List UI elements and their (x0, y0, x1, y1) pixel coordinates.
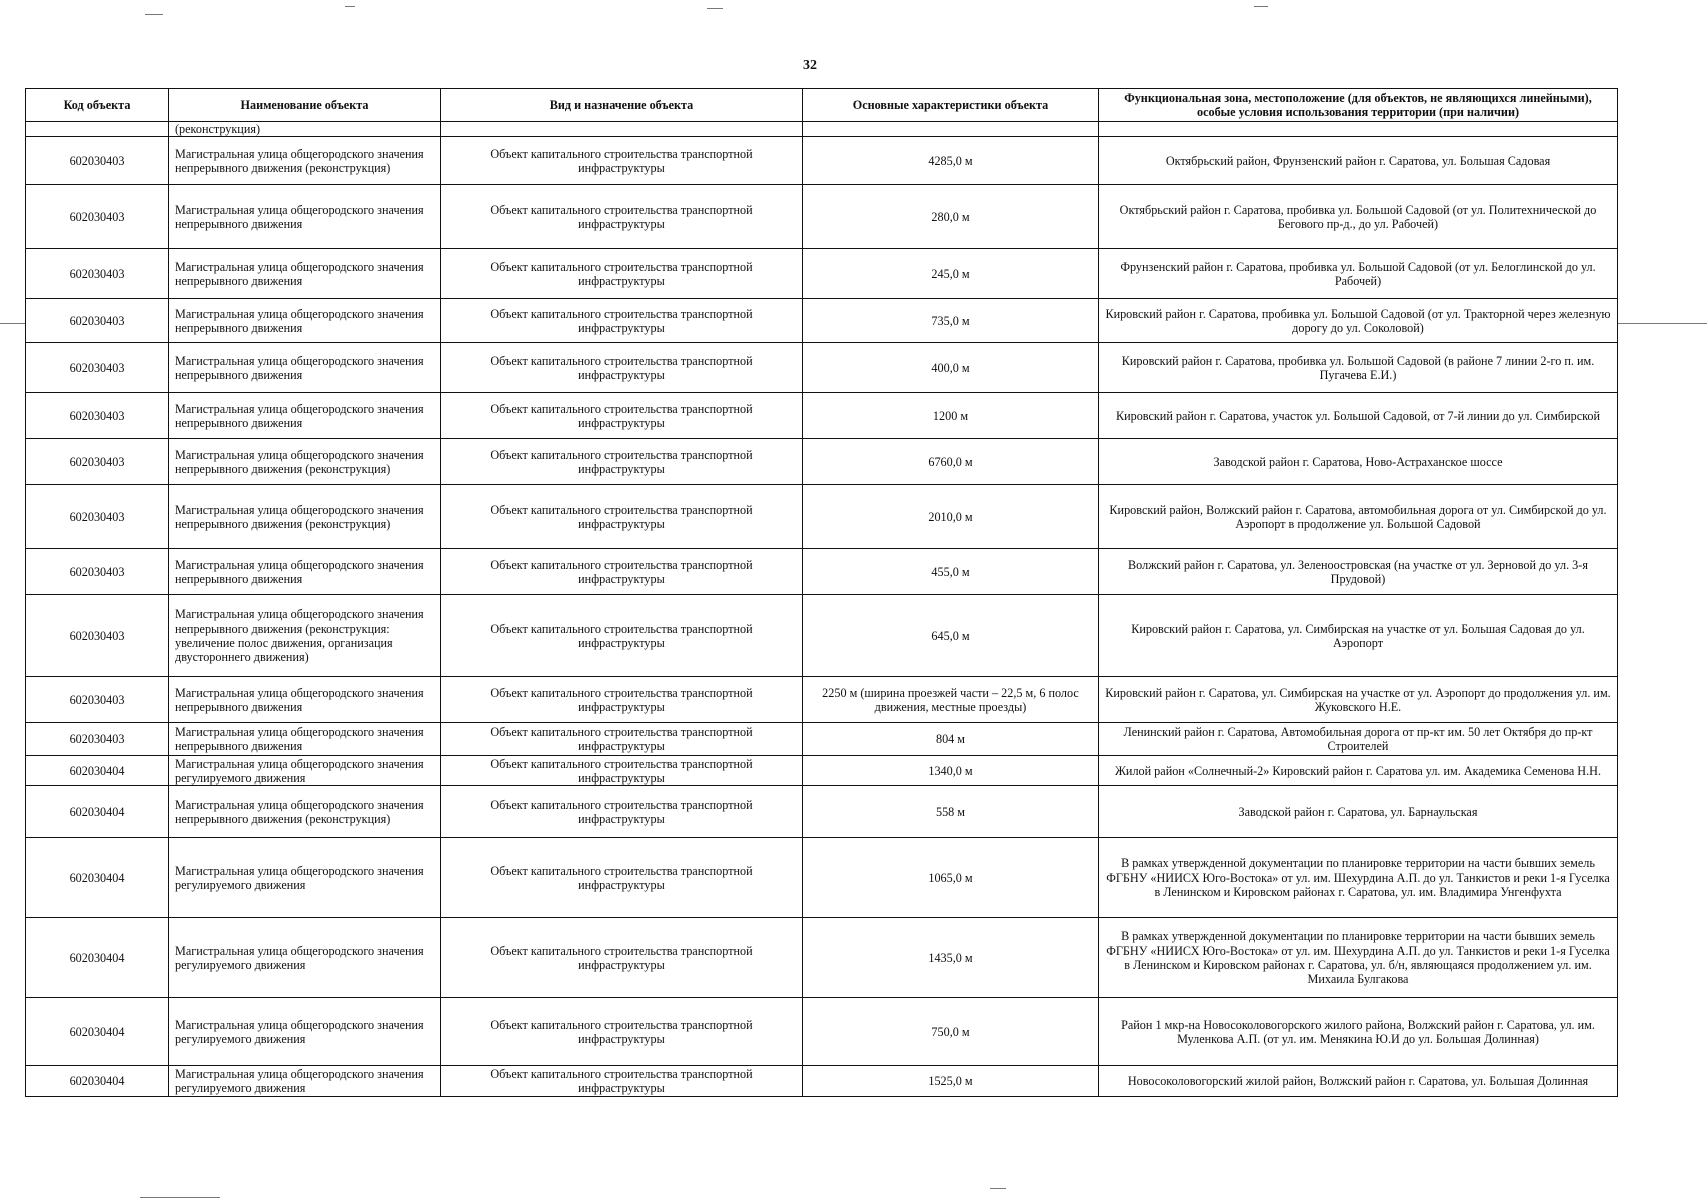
cell-characteristics: 1340,0 м (803, 756, 1099, 786)
cell-name: Магистральная улица общегородского значения непрерывного движения (169, 549, 441, 595)
cell-code: 602030403 (26, 677, 169, 723)
scan-mark (345, 6, 355, 7)
cell-location (1099, 122, 1618, 137)
header-type: Вид и назначение объекта (441, 89, 803, 122)
cell-location: Кировский район г. Саратова, пробивка ул. Большой Садовой (от ул. Тракторной через железную дорогу до ул. Соколовой) (1099, 299, 1618, 343)
cell-type: Объект капитального строительства транспортной инфраструктуры (441, 343, 803, 393)
cell-type: Объект капитального строительства транспортной инфраструктуры (441, 756, 803, 786)
cell-type: Объект капитального строительства транспортной инфраструктуры (441, 249, 803, 299)
scan-mark (1254, 6, 1268, 7)
cell-name: Магистральная улица общегородского значения непрерывного движения (реконструкция) (169, 485, 441, 549)
cell-code: 602030403 (26, 343, 169, 393)
header-location: Функциональная зона, местоположение (для объектов, не являющихся линейными), особые условия использования территории (при наличии) (1099, 89, 1618, 122)
scan-mark (140, 1197, 220, 1198)
cell-type: Объект капитального строительства транспортной инфраструктуры (441, 786, 803, 838)
table-row (26, 485, 1618, 549)
cell-location: Кировский район г. Саратова, участок ул. Большой Садовой, от 7-й линии до ул. Симбирской (1099, 393, 1618, 439)
cell-type: Объект капитального строительства транспортной инфраструктуры (441, 549, 803, 595)
cell-code: 602030404 (26, 1066, 169, 1097)
cell-location: Волжский район г. Саратова, ул. Зеленоостровская (на участке от ул. Зерновой до ул. 3-я Прудовой) (1099, 549, 1618, 595)
cell-location: Фрунзенский район г. Саратова, пробивка ул. Большой Садовой (от ул. Белоглинской до ул. Рабочей) (1099, 249, 1618, 299)
cell-name: Магистральная улица общегородского значения непрерывного движения (реконструкция) (169, 439, 441, 485)
cell-type (441, 122, 803, 137)
cell-characteristics: 280,0 м (803, 185, 1099, 249)
cell-type: Объект капитального строительства транспортной инфраструктуры (441, 485, 803, 549)
table-row (26, 677, 1618, 723)
cell-name: Магистральная улица общегородского значения непрерывного движения (реконструкция) (169, 786, 441, 838)
cell-characteristics: 2250 м (ширина проезжей части – 22,5 м, 6 полос движения, местные проезды) (803, 677, 1099, 723)
table-row (26, 838, 1618, 918)
table-row (26, 918, 1618, 998)
cell-characteristics: 6760,0 м (803, 439, 1099, 485)
header-name: Наименование объекта (169, 89, 441, 122)
cell-location: Заводской район г. Саратова, Ново-Астраханское шоссе (1099, 439, 1618, 485)
scan-mark (1617, 323, 1707, 324)
cell-characteristics: 2010,0 м (803, 485, 1099, 549)
cell-type: Объект капитального строительства транспортной инфраструктуры (441, 299, 803, 343)
cell-type: Объект капитального строительства транспортной инфраструктуры (441, 185, 803, 249)
cell-type: Объект капитального строительства транспортной инфраструктуры (441, 998, 803, 1066)
cell-characteristics: 1435,0 м (803, 918, 1099, 998)
table-row (26, 756, 1618, 786)
cell-code: 602030403 (26, 299, 169, 343)
cell-name: Магистральная улица общегородского значения регулируемого движения (169, 998, 441, 1066)
cell-characteristics: 645,0 м (803, 595, 1099, 677)
cell-code: 602030403 (26, 439, 169, 485)
cell-location: Ленинский район г. Саратова, Автомобильная дорога от пр-кт им. 50 лет Октября до пр-кт Строителей (1099, 723, 1618, 756)
continuation-row (26, 122, 1618, 137)
cell-type: Объект капитального строительства транспортной инфраструктуры (441, 918, 803, 998)
cell-location: Район 1 мкр-на Новосоколовогорского жилого района, Волжский район г. Саратова, ул. им. Муленкова А.П. (от ул. им. Менякина Ю.И до ул. Большая Долинная) (1099, 998, 1618, 1066)
cell-location: В рамках утвержденной документации по планировке территории на части бывших земель ФГБНУ «НИИСХ Юго-Востока» от ул. им. Шехурдина А.П. до ул. Танкистов и реки 1-я Гуселка в Ленинском и Кировском районах г. Саратова, ул. б/н, являющаяся продолжением ул. им. Михаила Булгакова (1099, 918, 1618, 998)
cell-type: Объект капитального строительства транспортной инфраструктуры (441, 838, 803, 918)
table-row (26, 786, 1618, 838)
cell-code: 602030403 (26, 393, 169, 439)
cell-code (26, 122, 169, 137)
cell-location: Заводской район г. Саратова, ул. Барнаульская (1099, 786, 1618, 838)
table-row (26, 137, 1618, 185)
cell-name: Магистральная улица общегородского значения регулируемого движения (169, 838, 441, 918)
table-row (26, 343, 1618, 393)
cell-code: 602030404 (26, 838, 169, 918)
cell-code: 602030403 (26, 185, 169, 249)
cell-characteristics: 400,0 м (803, 343, 1099, 393)
cell-characteristics: 1065,0 м (803, 838, 1099, 918)
cell-location: Октябрьский район, Фрунзенский район г. Саратова, ул. Большая Садовая (1099, 137, 1618, 185)
cell-type: Объект капитального строительства транспортной инфраструктуры (441, 595, 803, 677)
table-header-row (26, 89, 1618, 122)
cell-type: Объект капитального строительства транспортной инфраструктуры (441, 439, 803, 485)
cell-code: 602030403 (26, 137, 169, 185)
cell-characteristics: 804 м (803, 723, 1099, 756)
cell-type: Объект капитального строительства транспортной инфраструктуры (441, 723, 803, 756)
cell-location: Октябрьский район г. Саратова, пробивка ул. Большой Садовой (от ул. Политехнической до Бегового пр-д., до ул. Рабочей) (1099, 185, 1618, 249)
cell-name: Магистральная улица общегородского значения регулируемого движения (169, 1066, 441, 1097)
cell-characteristics: 1525,0 м (803, 1066, 1099, 1097)
page-number: 32 (803, 58, 817, 73)
cell-characteristics: 1200 м (803, 393, 1099, 439)
scan-mark (145, 14, 163, 15)
cell-characteristics: 245,0 м (803, 249, 1099, 299)
cell-location: Кировский район г. Саратова, ул. Симбирская на участке от ул. Аэропорт до продолжения ул. им. Жуковского Н.Е. (1099, 677, 1618, 723)
cell-type: Объект капитального строительства транспортной инфраструктуры (441, 393, 803, 439)
cell-name: Магистральная улица общегородского значения непрерывного движения (169, 249, 441, 299)
table-row (26, 439, 1618, 485)
cell-code: 602030403 (26, 485, 169, 549)
cell-name: Магистральная улица общегородского значения непрерывного движения (реконструкция: увеличение полос движения, организация двустороннего движения) (169, 595, 441, 677)
scan-mark (990, 1188, 1006, 1189)
cell-type: Объект капитального строительства транспортной инфраструктуры (441, 677, 803, 723)
table-row (26, 185, 1618, 249)
cell-name: Магистральная улица общегородского значения непрерывного движения (169, 299, 441, 343)
cell-code: 602030404 (26, 786, 169, 838)
cell-type: Объект капитального строительства транспортной инфраструктуры (441, 1066, 803, 1097)
cell-name: (реконструкция) (169, 122, 441, 137)
table-row (26, 549, 1618, 595)
cell-location: Кировский район, Волжский район г. Саратова, автомобильная дорога от ул. Симбирской до ул. Аэропорт в продолжение ул. Большой Садовой (1099, 485, 1618, 549)
cell-code: 602030403 (26, 723, 169, 756)
cell-characteristics: 4285,0 м (803, 137, 1099, 185)
cell-code: 602030404 (26, 918, 169, 998)
header-code: Код объекта (26, 89, 169, 122)
scan-mark (707, 8, 723, 9)
cell-location: В рамках утвержденной документации по планировке территории на части бывших земель ФГБНУ «НИИСХ Юго-Востока» от ул. им. Шехурдина А.П. до ул. Танкистов и реки 1-я Гуселка в Ленинском и Кировском районах г. Саратова, ул. им. Владимира Унгенфухта (1099, 838, 1618, 918)
cell-code: 602030404 (26, 998, 169, 1066)
table-row (26, 393, 1618, 439)
cell-name: Магистральная улица общегородского значения непрерывного движения (169, 185, 441, 249)
cell-characteristics: 558 м (803, 786, 1099, 838)
cell-code: 602030403 (26, 249, 169, 299)
table-row (26, 1066, 1618, 1097)
cell-name: Магистральная улица общегородского значения регулируемого движения (169, 918, 441, 998)
cell-location: Кировский район г. Саратова, ул. Симбирская на участке от ул. Большая Садовая до ул. Аэропорт (1099, 595, 1618, 677)
cell-code: 602030404 (26, 756, 169, 786)
objects-table (25, 88, 1618, 1097)
cell-characteristics (803, 122, 1099, 137)
cell-location: Жилой район «Солнечный-2» Кировский район г. Саратова ул. им. Академика Семенова Н.Н. (1099, 756, 1618, 786)
cell-name: Магистральная улица общегородского значения регулируемого движения (169, 756, 441, 786)
header-characteristics: Основные характеристики объекта (803, 89, 1099, 122)
table-row (26, 595, 1618, 677)
table-row (26, 249, 1618, 299)
table-row (26, 299, 1618, 343)
cell-name: Магистральная улица общегородского значения непрерывного движения (169, 677, 441, 723)
cell-name: Магистральная улица общегородского значения непрерывного движения (реконструкция) (169, 137, 441, 185)
cell-name: Магистральная улица общегородского значения непрерывного движения (169, 393, 441, 439)
cell-code: 602030403 (26, 595, 169, 677)
cell-characteristics: 455,0 м (803, 549, 1099, 595)
cell-name: Магистральная улица общегородского значения непрерывного движения (169, 723, 441, 756)
cell-type: Объект капитального строительства транспортной инфраструктуры (441, 137, 803, 185)
cell-characteristics: 735,0 м (803, 299, 1099, 343)
table-row (26, 723, 1618, 756)
cell-location: Кировский район г. Саратова, пробивка ул. Большой Садовой (в районе 7 линии 2-го п. им. Пугачева Е.И.) (1099, 343, 1618, 393)
scan-mark (0, 323, 25, 324)
table-row (26, 998, 1618, 1066)
cell-characteristics: 750,0 м (803, 998, 1099, 1066)
cell-name: Магистральная улица общегородского значения непрерывного движения (169, 343, 441, 393)
cell-code: 602030403 (26, 549, 169, 595)
cell-location: Новосоколовогорский жилой район, Волжский район г. Саратова, ул. Большая Долинная (1099, 1066, 1618, 1097)
